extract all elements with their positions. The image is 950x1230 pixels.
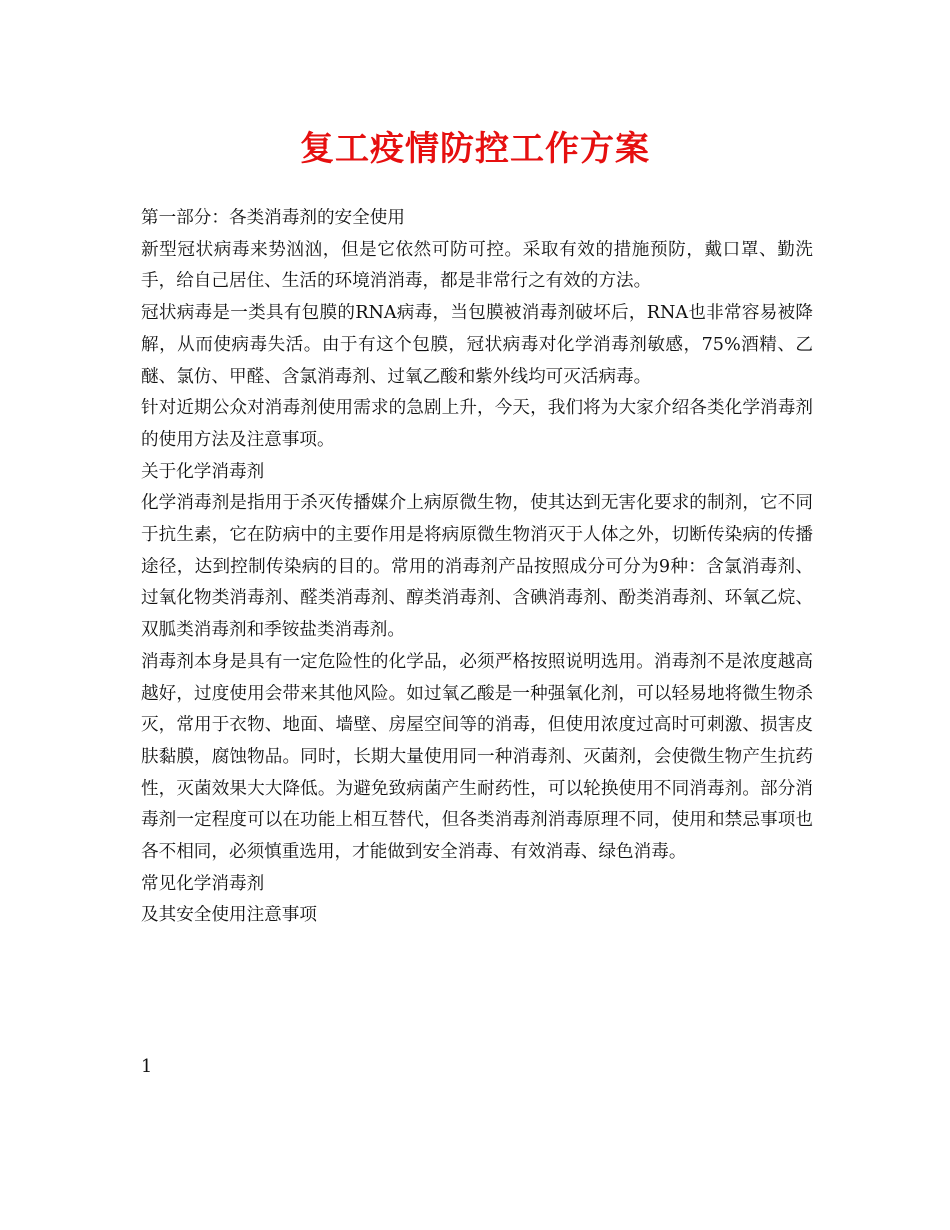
- paragraph-definition: 化学消毒剂是指用于杀灭传播媒介上病原微生物，使其达到无害化要求的制剂，它不同于抗生素，它在防病中的主要作用是将病原微生物消灭于人体之外，切断传染病的传播途径，达到控制传染病的目的。常用的消毒剂产品按照成分可分为9种：含氯消毒剂、过氧化物类消毒剂、醛类消毒剂、醇类消毒剂、含碘消毒剂、酚类消毒剂、环氧乙烷、双胍类消毒剂和季铵盐类消毒剂。: [141, 493, 813, 641]
- section-heading-common-disinfectants: 常见化学消毒剂: [141, 873, 265, 894]
- paragraph-purpose: 针对近期公众对消毒剂使用需求的急剧上升，今天，我们将为大家介绍各类化学消毒剂的使用方法及注意事项。: [141, 398, 813, 450]
- document-title: 复工疫情防控工作方案: [300, 129, 650, 169]
- page-number: 1: [141, 1057, 153, 1077]
- document-body: [141, 203, 813, 932]
- section-heading-about-disinfectants: 关于化学消毒剂: [141, 461, 265, 482]
- section-subheading-precautions: 及其安全使用注意事项: [141, 905, 317, 926]
- paragraph-safety: 消毒剂本身是具有一定危险性的化学品，必须严格按照说明选用。消毒剂不是浓度越高越好，过度使用会带来其他风险。如过氧乙酸是一种强氧化剂，可以轻易地将微生物杀灭，常用于衣物、地面、墙壁、房屋空间等的消毒，但使用浓度过高时可刺激、损害皮肤黏膜，腐蚀物品。同时，长期大量使用同一种消毒剂、灭菌剂，会使微生物产生抗药性，灭菌效果大大降低。为避免致病菌产生耐药性，可以轮换使用不同消毒剂。部分消毒剂一定程度可以在功能上相互替代，但各类消毒剂消毒原理不同，使用和禁忌事项也各不相同，必须慎重选用，才能做到安全消毒、有效消毒、绿色消毒。: [141, 651, 813, 863]
- paragraph-coronavirus: 冠状病毒是一类具有包膜的RNA病毒，当包膜被消毒剂破坏后，RNA也非常容易被降解，从而使病毒失活。由于有这个包膜，冠状病毒对化学消毒剂敏感，75%酒精、乙醚、氯仿、甲醛、含氯消毒剂、过氧乙酸和紫外线均可灭活病毒。: [141, 303, 813, 387]
- section-heading-part-one: 第一部分：各类消毒剂的安全使用: [141, 208, 405, 228]
- paragraph-intro: 新型冠状病毒来势汹汹，但是它依然可防可控。采取有效的措施预防，戴口罩、勤洗手，给自己居住、生活的环境消消毒，都是非常行之有效的方法。: [141, 239, 813, 292]
